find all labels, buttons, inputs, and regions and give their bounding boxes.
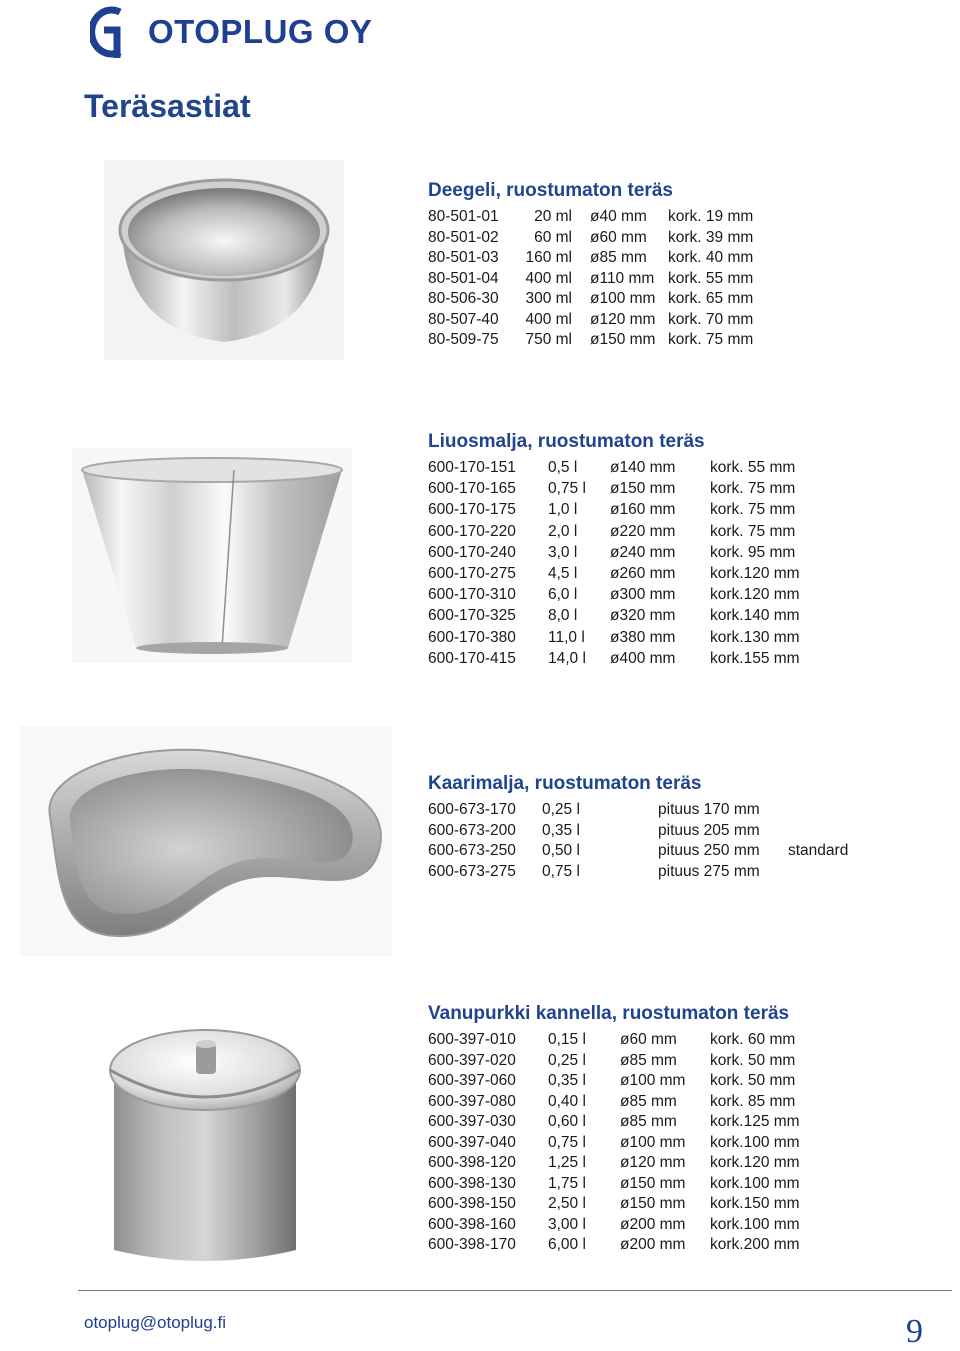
height: kork. 75 mm — [668, 331, 754, 348]
volume: 1,75 l — [548, 1174, 586, 1192]
product-row — [428, 249, 754, 270]
diameter: ø120 mm — [590, 310, 656, 328]
product-code: 600-673-200 — [428, 821, 516, 839]
diameter: ø380 mm — [610, 628, 676, 646]
volume: 0,40 l — [548, 1092, 586, 1110]
product-code: 600-398-120 — [428, 1154, 516, 1171]
length: pituus 170 mm — [658, 801, 760, 818]
volume: 20 ml — [534, 208, 572, 225]
diameter: ø240 mm — [610, 543, 676, 561]
product-code: 80-501-03 — [428, 249, 499, 266]
diameter: ø320 mm — [610, 607, 676, 625]
product-code: 80-506-30 — [428, 290, 499, 307]
product-code: 600-397-030 — [428, 1113, 516, 1130]
diameter: ø150 mm — [590, 331, 656, 348]
volume: 160 ml — [525, 249, 572, 266]
product-code: 600-170-175 — [428, 501, 516, 519]
height: kork.155 mm — [710, 649, 800, 667]
product-code: 600-398-160 — [428, 1215, 516, 1233]
diameter: ø150 mm — [610, 480, 676, 498]
height: kork.100 mm — [710, 1215, 800, 1233]
height: kork.130 mm — [710, 628, 800, 646]
diameter: ø400 mm — [610, 649, 676, 667]
footer-email-link[interactable]: otoplug@otoplug.fi — [84, 1313, 227, 1332]
section-title: Vanupurkki kannella, ruostumaton teräs — [428, 1003, 790, 1024]
volume: 0,15 l — [548, 1031, 586, 1048]
product-list — [428, 801, 849, 883]
volume: 0,25 l — [542, 801, 580, 818]
product-code: 600-397-060 — [428, 1072, 516, 1089]
length: pituus 250 mm — [658, 842, 760, 859]
volume: 60 ml — [534, 228, 572, 246]
diameter: ø85 mm — [620, 1092, 677, 1110]
volume: 2,50 l — [548, 1195, 586, 1212]
height: kork.140 mm — [710, 607, 800, 625]
volume: 300 ml — [525, 290, 572, 307]
vanupurkki-jar-image — [100, 1000, 310, 1270]
product-code: 600-398-150 — [428, 1195, 516, 1212]
product-row — [428, 821, 760, 843]
page-number: 9 — [906, 1313, 923, 1350]
height: kork.120 mm — [710, 564, 800, 582]
volume: 750 ml — [525, 331, 572, 348]
height: kork. 70 mm — [668, 310, 754, 328]
brand-header — [90, 6, 372, 58]
product-row — [428, 1195, 800, 1216]
diameter: ø220 mm — [610, 522, 676, 540]
product-row — [428, 522, 796, 544]
product-row — [428, 331, 754, 352]
diameter: ø200 mm — [620, 1215, 686, 1233]
footer-divider — [78, 1290, 952, 1291]
diameter: ø150 mm — [620, 1174, 686, 1192]
product-row — [428, 208, 754, 229]
product-code: 80-501-01 — [428, 208, 499, 225]
product-code: 600-398-130 — [428, 1174, 516, 1192]
length: pituus 205 mm — [658, 821, 760, 839]
product-code: 600-170-165 — [428, 480, 516, 498]
height: kork. 40 mm — [668, 249, 754, 266]
product-row — [428, 290, 754, 311]
height: kork.200 mm — [710, 1236, 800, 1253]
length: pituus 275 mm — [658, 862, 760, 880]
diameter: ø85 mm — [620, 1051, 677, 1069]
product-row — [428, 501, 796, 522]
height: kork. 75 mm — [710, 501, 796, 519]
height: kork. 95 mm — [710, 543, 796, 561]
product-row — [428, 564, 800, 586]
volume: 0,35 l — [542, 821, 580, 839]
height: kork.100 mm — [710, 1133, 800, 1151]
section-liuosmalja — [428, 431, 800, 671]
volume: 0,75 l — [548, 480, 586, 498]
product-code: 600-170-220 — [428, 522, 516, 540]
section-kaarimalja — [428, 773, 849, 883]
product-row — [428, 1113, 800, 1134]
height: kork. 75 mm — [710, 522, 796, 540]
volume: 0,35 l — [548, 1072, 586, 1089]
height: kork.100 mm — [710, 1174, 800, 1192]
height: kork. 60 mm — [710, 1031, 796, 1048]
volume: 3,00 l — [548, 1215, 586, 1233]
section-title: Deegeli, ruostumaton teräs — [428, 180, 673, 201]
product-code: 80-509-75 — [428, 331, 499, 348]
diameter: ø300 mm — [610, 586, 676, 604]
kaarimalja-dish-image — [20, 726, 392, 956]
diameter: ø60 mm — [590, 228, 647, 246]
product-code: 600-673-275 — [428, 862, 516, 880]
product-code: 600-397-010 — [428, 1031, 516, 1048]
diameter: ø100 mm — [620, 1072, 686, 1089]
diameter: ø85 mm — [590, 249, 647, 266]
height: kork. 39 mm — [668, 228, 754, 246]
volume: 400 ml — [525, 310, 572, 328]
product-code: 600-397-040 — [428, 1133, 516, 1151]
height: kork.150 mm — [710, 1195, 800, 1212]
product-code: 600-397-020 — [428, 1051, 516, 1069]
product-row — [428, 480, 796, 501]
product-code: 600-398-170 — [428, 1236, 516, 1253]
product-code: 600-673-170 — [428, 801, 516, 818]
product-code: 600-170-240 — [428, 543, 516, 561]
product-code: 80-501-04 — [428, 269, 499, 287]
volume: 2,0 l — [548, 522, 578, 540]
product-row — [428, 862, 760, 884]
volume: 8,0 l — [548, 607, 578, 625]
section-title: Kaarimalja, ruostumaton teräs — [428, 773, 702, 794]
height: kork. 75 mm — [710, 480, 796, 498]
diameter: ø110 mm — [590, 269, 655, 287]
height: kork. 85 mm — [710, 1092, 796, 1110]
volume: 0,25 l — [548, 1051, 586, 1069]
page-title: Teräsastiat — [84, 88, 251, 124]
diameter: ø120 mm — [620, 1154, 686, 1171]
height: kork. 65 mm — [668, 290, 754, 307]
product-list — [428, 459, 800, 671]
product-row — [428, 459, 796, 480]
volume: 6,00 l — [548, 1236, 586, 1253]
note: standard — [788, 842, 849, 859]
volume: 0,75 l — [548, 1133, 586, 1151]
product-code: 600-170-415 — [428, 649, 516, 667]
volume: 14,0 l — [548, 649, 586, 667]
volume: 1,25 l — [548, 1154, 586, 1171]
volume: 0,50 l — [542, 842, 580, 859]
section-deegeli — [428, 180, 754, 352]
product-row — [428, 1133, 800, 1155]
diameter: ø140 mm — [610, 459, 676, 476]
product-code: 600-170-275 — [428, 564, 516, 582]
product-row — [428, 586, 800, 607]
height: kork. 55 mm — [668, 269, 754, 287]
product-row — [428, 1031, 796, 1052]
volume: 0,5 l — [548, 459, 578, 476]
product-row — [428, 607, 800, 628]
product-row — [428, 310, 754, 332]
diameter: ø200 mm — [620, 1236, 686, 1253]
diameter: ø85 mm — [620, 1113, 677, 1130]
product-row — [428, 628, 800, 650]
brand-name: OTOPLUG OY — [148, 13, 373, 50]
diameter: ø100 mm — [590, 290, 656, 307]
volume: 3,0 l — [548, 543, 578, 561]
volume: 11,0 l — [548, 628, 585, 646]
product-row — [428, 1051, 796, 1073]
product-row — [428, 1215, 800, 1237]
product-list — [428, 1031, 800, 1257]
section-vanupurkki — [428, 1003, 800, 1257]
product-code: 600-170-380 — [428, 628, 516, 646]
diameter: ø100 mm — [620, 1133, 686, 1151]
product-code: 600-170-325 — [428, 607, 516, 625]
deegeli-bowl-image — [104, 160, 344, 360]
section-title: Liuosmalja, ruostumaton teräs — [428, 431, 705, 452]
volume: 6,0 l — [548, 586, 578, 604]
diameter: ø60 mm — [620, 1031, 677, 1048]
product-row — [428, 1072, 796, 1093]
product-row — [428, 801, 760, 822]
product-row — [428, 1154, 800, 1175]
product-row — [428, 269, 754, 291]
product-row — [428, 228, 754, 250]
diameter: ø160 mm — [610, 501, 676, 519]
product-code: 600-673-250 — [428, 842, 516, 859]
height: kork. 19 mm — [668, 208, 754, 225]
product-row — [428, 842, 849, 863]
height: kork. 55 mm — [710, 459, 796, 476]
diameter: ø40 mm — [590, 208, 647, 225]
product-code: 600-170-310 — [428, 586, 516, 604]
otoplug-logo-icon — [90, 6, 136, 58]
product-code: 80-501-02 — [428, 228, 499, 246]
volume: 1,0 l — [548, 501, 578, 519]
product-code: 600-397-080 — [428, 1092, 516, 1110]
height: kork. 50 mm — [710, 1072, 796, 1089]
product-code: 600-170-151 — [428, 459, 516, 476]
volume: 4,5 l — [548, 564, 578, 582]
height: kork.120 mm — [710, 586, 800, 604]
product-row — [428, 1174, 800, 1196]
product-row — [428, 1236, 800, 1257]
height: kork.125 mm — [710, 1113, 800, 1130]
diameter: ø260 mm — [610, 564, 676, 582]
liuosmalja-bowl-image — [72, 448, 352, 663]
product-row — [428, 649, 800, 671]
height: kork.120 mm — [710, 1154, 800, 1171]
height: kork. 50 mm — [710, 1051, 796, 1069]
diameter: ø150 mm — [620, 1195, 686, 1212]
product-code: 80-507-40 — [428, 310, 499, 328]
product-list — [428, 208, 754, 352]
volume: 0,60 l — [548, 1113, 586, 1130]
volume: 0,75 l — [542, 862, 580, 880]
volume: 400 ml — [525, 269, 572, 287]
product-row — [428, 543, 796, 565]
product-row — [428, 1092, 796, 1114]
